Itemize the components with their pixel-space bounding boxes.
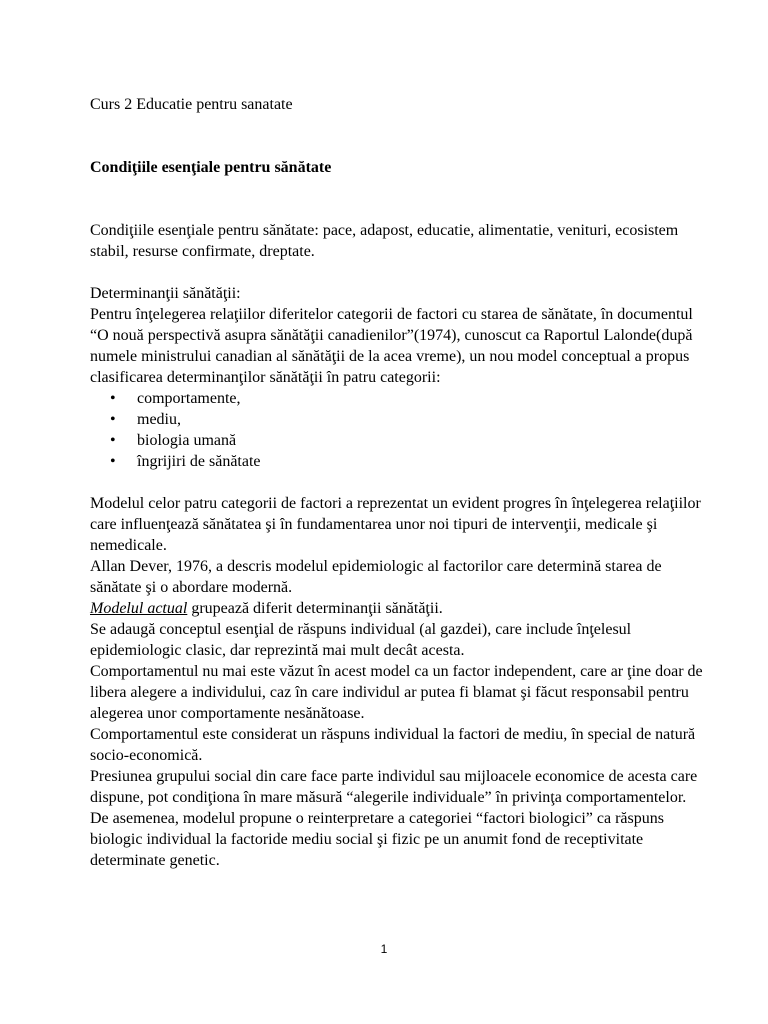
categories-list [90, 388, 710, 472]
list-item-text: comportamente, [137, 390, 241, 407]
bullet-icon: • [110, 390, 116, 407]
model-section [90, 493, 710, 871]
list-item-text: mediu, [137, 411, 181, 428]
list-item-text: biologia umană [137, 432, 237, 449]
bullet-icon: • [110, 453, 116, 470]
course-title: Curs 2 Educatie pentru sanatate [90, 96, 293, 113]
response-paragraph: Se adaugă conceptul esenţial de răspuns individual (al gazdei), care include înţelesul epidemiologic clasic, dar reprezintă mai mult decât acesta. [90, 621, 632, 659]
bullet-icon: • [110, 411, 116, 428]
bullet-icon: • [110, 432, 116, 449]
dever-paragraph: Allan Dever, 1976, a descris modelul epidemiologic al factorilor care determină starea de sănătate şi o abordare modernă. [90, 558, 662, 596]
biological-paragraph: De asemenea, modelul propune o reinterpretare a categoriei “factori biologici” ca răspuns biologic individual la factoride mediu social şi fizic pe un anumit fond de receptivitate determinate genetic. [90, 810, 664, 869]
determinants-heading: Determinanţii sănătăţii: [90, 285, 241, 302]
list-item [110, 388, 710, 409]
behavior-response-paragraph: Comportamentul este considerat un răspuns individual la factori de mediu, în special de natură socio-economică. [90, 726, 696, 764]
model-paragraph: Modelul celor patru categorii de factori a reprezentat un evident progres în înţelegerea relaţiilor care influenţează sănătatea şi în fundamentarea unor noi tipuri de intervenţii, medicale şi nemedicale. [90, 495, 701, 554]
determinants-paragraph: Pentru înţelegerea relaţiilor diferitelor categorii de factori cu starea de sănătate, în documentul “O nouă perspectivă asupra sănătăţii canadienilor”(1974), cunoscut ca Raportul Lalonde(după numele ministrului canadian al sănătăţii de la acea vreme), un nou model conceptual a propus clasificarea determinanţilor sănătăţii în patru categorii: [90, 306, 693, 386]
section-title: Condiţiile esenţiale pentru sănătate [90, 159, 332, 176]
actual-model-link[interactable]: Modelul actual [90, 600, 188, 617]
list-item [110, 430, 710, 451]
determinants-section [90, 283, 710, 472]
actual-model-rest: grupează diferit determinanţii sănătăţii. [187, 600, 443, 617]
behavior-paragraph: Comportamentul nu mai este văzut în acest model ca un factor independent, care ar ţine doar de libera alegere a individului, caz în care individul ar putea fi blamat şi făcut responsabil pentru alegerea unor comportamente nesănătoase. [90, 663, 703, 722]
list-item [110, 451, 710, 472]
actual-model-paragraph [90, 598, 710, 619]
pressure-paragraph: Presiunea grupului social din care face parte individul sau mijloacele economice de acesta care dispune, pot condiţiona în mare măsură “alegerile individuale” în privinţa comportamentelor. [90, 768, 698, 806]
list-item [110, 409, 710, 430]
list-item-text: îngrijiri de sănătate [137, 453, 261, 470]
page-number: 1 [380, 942, 388, 956]
conditions-paragraph: Condiţiile esenţiale pentru sănătate: pace, adapost, educatie, alimentatie, venituri, ecosistem stabil, resurse confirmate, dreptate. [90, 222, 679, 260]
document-page [90, 94, 710, 871]
